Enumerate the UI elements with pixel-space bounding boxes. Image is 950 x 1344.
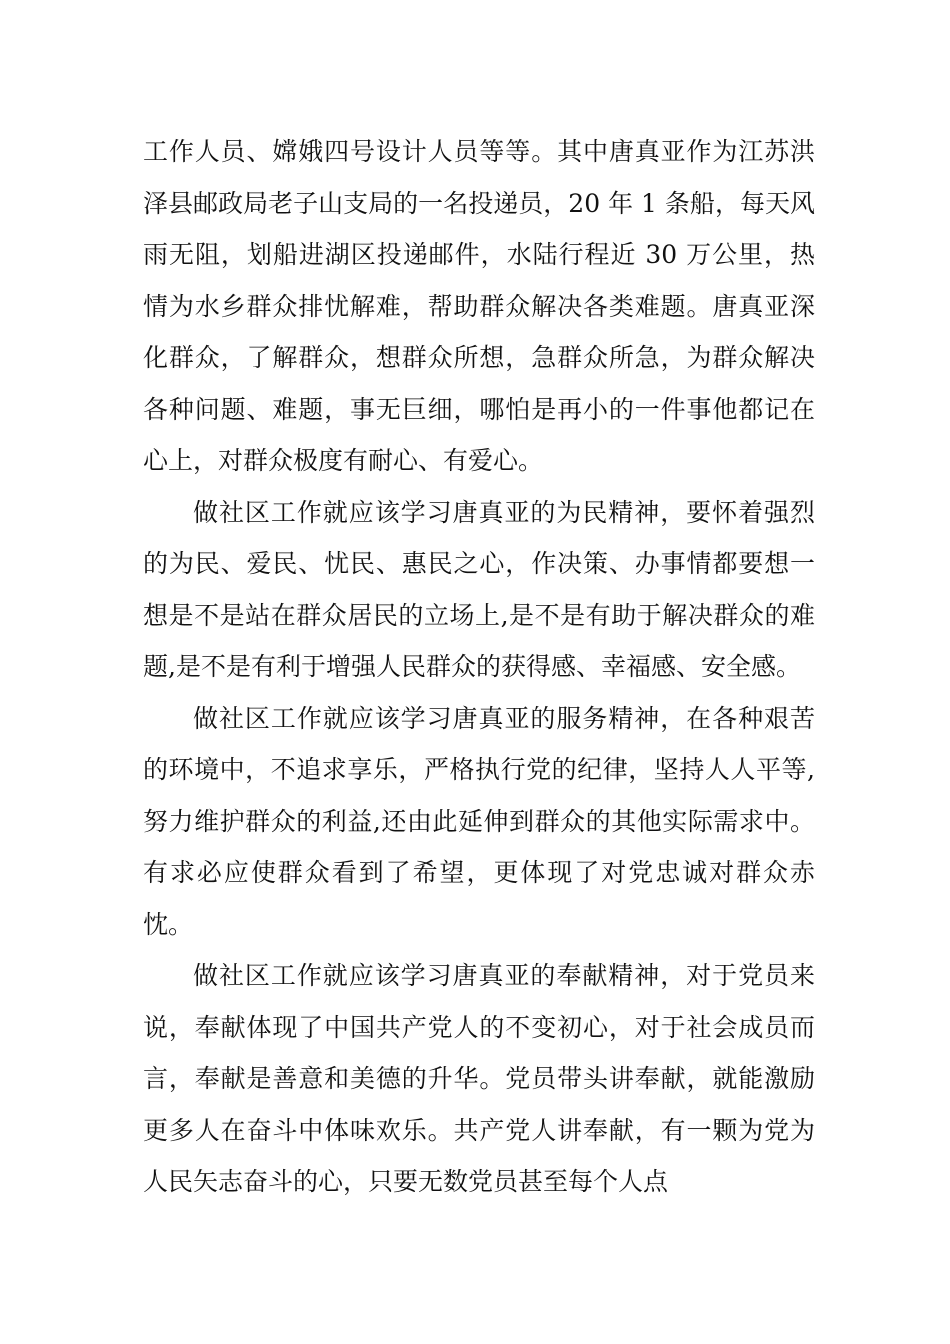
paragraph-4: 做社区工作就应该学习唐真亚的奉献精神，对于党员来说，奉献体现了中国共产党人的不变初心，对于社会成员而言，奉献是善意和美德的升华。党员带头讲奉献，就能激励更多人在奋斗中体味欢乐。共产党人讲奉献，有一颗为党为人民矢志奋斗的心，只要无数党员甚至每个人点 (143, 961, 815, 1196)
paragraph-1: 工作人员、嫦娥四号设计人员等等。其中唐真亚作为江苏洪泽县邮政局老子山支局的一名投递员，20 年 1 条船，每天风雨无阻，划船进湖区投递邮件，水陆行程近 30 万公里，热情为水乡群众排忧解难，帮助群众解决各类难题。唐真亚深化群众，了解群众，想群众所想，急群众所急，为群众解决各种问题、难题，事无巨细，哪怕是再小的一件事他都记在心上，对群众极度有耐心、有爱心。 (143, 137, 815, 475)
document-page (143, 126, 815, 1208)
paragraph-3: 做社区工作就应该学习唐真亚的服务精神，在各种艰苦的环境中，不追求享乐，严格执行党的纪律，坚持人人平等,努力维护群众的利益,还由此延伸到群众的其他实际需求中。有求必应使群众看到了希望，更体现了对党忠诚对群众赤忱。 (143, 703, 815, 939)
paragraph-2: 做社区工作就应该学习唐真亚的为民精神，要怀着强烈的为民、爱民、忧民、惠民之心，作决策、办事情都要想一想是不是站在群众居民的立场上,是不是有助于解决群众的难题,是不是有利于增强人民群众的获得感、幸福感、安全感。 (143, 497, 815, 681)
